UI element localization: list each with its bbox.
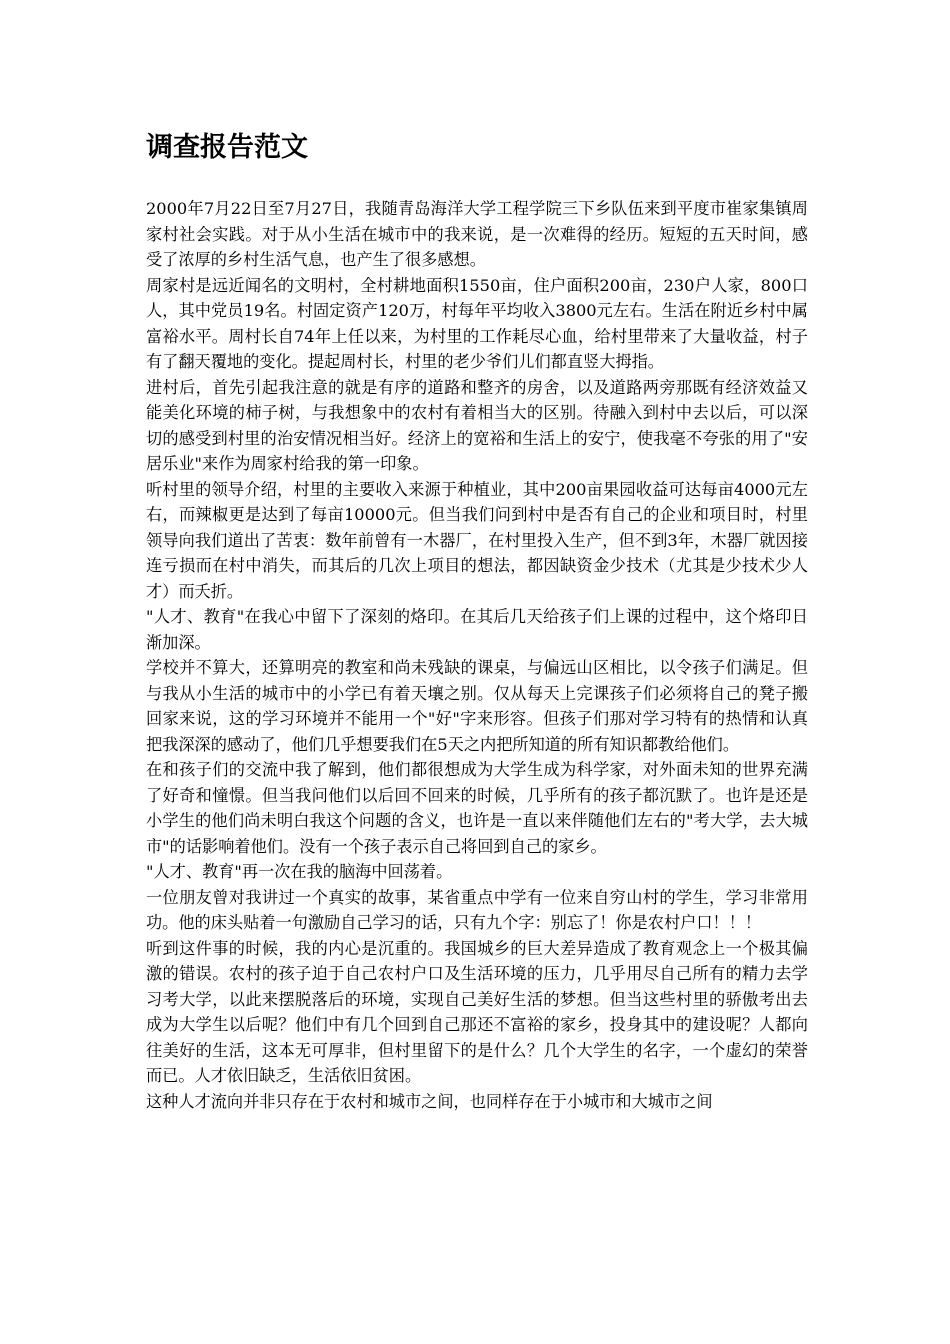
paragraph: 学校并不算大，还算明亮的教室和尚未残缺的课桌，与偏远山区相比，以令孩子们满足。但与我从小生活的城市中的小学已有着天壤之别。仅从每天上完课孩子们必须将自己的凳子搬回家来说，这的学习环境并不能用一个"好"字来形容。但孩子们那对学习特有的热情和认真把我深深的感动了，他们几乎想要我们在5天之内把所知道的所有知识都教给他们。	[146, 658, 808, 754]
paragraph: 听到这件事的时候，我的内心是沉重的。我国城乡的巨大差异造成了教育观念上一个极其偏激的错误。农村的孩子迫于自己农村户口及生活环境的压力，几乎用尽自己所有的精力去学习考大学，以此来摆脱落后的环境，实现自己美好生活的梦想。但当这些村里的骄傲考出去成为大学生以后呢？他们中有几个回到自己那还不富裕的家乡，投身其中的建设呢？人都向往美好的生活，这本无可厚非，但村里留下的是什么？几个大学生的名字，一个虚幻的荣誉而已。人才依旧缺乏，生活依旧贫困。	[146, 938, 808, 1085]
paragraph: 进村后，首先引起我注意的就是有序的道路和整齐的房舍，以及道路两旁那既有经济效益又能美化环境的柿子树，与我想象中的农村有着相当大的区别。待融入到村中去以后，可以深切的感受到村里的治安情况相当好。经济上的宽裕和生活上的安宁，使我毫不夸张的用了"安居乐业"来作为周家村给我的第一印象。	[146, 377, 808, 473]
paragraph: "人才、教育"在我心中留下了深刻的烙印。在其后几天给孩子们上课的过程中，这个烙印日渐加深。	[146, 607, 808, 652]
document-body	[146, 196, 808, 1114]
paragraph: "人才、教育"再一次在我的脑海中回荡着。	[146, 862, 453, 881]
paragraph: 听村里的领导介绍，村里的主要收入来源于种植业，其中200亩果园收益可达每亩4000元左右，而辣椒更是达到了每亩10000元。但当我们问到村中是否有自己的企业和项目时，村里领导向我们道出了苦衷：数年前曾有一木器厂，在村里投入生产，但不到3年，木器厂就因接连亏损而在村中消失，而其后的几次上项目的想法，都因缺资金少技术（尤其是少技术少人才）而夭折。	[146, 479, 808, 601]
document-title: 调查报告范文	[146, 132, 308, 163]
paragraph: 周家村是远近闻名的文明村，全村耕地面积1550亩，住户面积200亩，230户人家，800口人，其中党员19名。村固定资产120万，村每年平均收入3800元左右。生活在附近乡村中属富裕水平。周村长自74年上任以来，为村里的工作耗尽心血，给村里带来了大量收益，村子有了翻天覆地的变化。提起周村长，村里的老少爷们儿们都直竖大拇指。	[146, 275, 808, 371]
paragraph: 这种人才流向并非只存在于农村和城市之间，也同样存在于小城市和大城市之间	[146, 1091, 713, 1111]
paragraph: 在和孩子们的交流中我了解到，他们都很想成为大学生成为科学家，对外面未知的世界充满了好奇和憧憬。但当我问他们以后回不回来的时候，几乎所有的孩子都沉默了。也许是还是小学生的他们尚未明白我这个问题的含义，也许是一直以来伴随他们左右的"考大学，去大城市"的话影响着他们。没有一个孩子表示自己将回到自己的家乡。	[146, 760, 808, 856]
paragraph: 2000年7月22日至7月27日，我随青岛海洋大学工程学院三下乡队伍来到平度市崔家集镇周家村社会实践。对于从小生活在城市中的我来说，是一次难得的经历。短短的五天时间，感受了浓厚的乡村生活气息，也产生了很多感想。	[146, 199, 808, 269]
paragraph: 一位朋友曾对我讲过一个真实的故事，某省重点中学有一位来自穷山村的学生，学习非常用功。他的床头贴着一句激励自己学习的话，只有九个字：别忘了！你是农村户口！！！	[146, 887, 808, 932]
